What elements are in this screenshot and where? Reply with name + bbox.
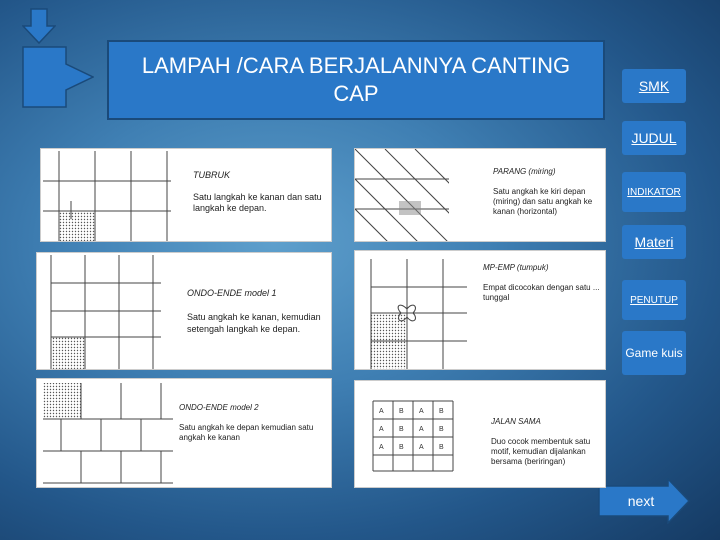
jalan-title: JALAN SAMA: [491, 417, 541, 426]
mp-desc: Empat dicocokan dengan satu ... tunggal: [483, 283, 600, 302]
tubruk-grid: [41, 149, 171, 242]
ondo2-desc: Satu angkah ke depan kemudian satu angkah ke kanan: [179, 423, 314, 442]
tubruk-title: TUBRUK: [193, 170, 231, 180]
nav-button-judul[interactable]: [622, 121, 686, 155]
next-button[interactable]: [598, 478, 690, 524]
grid-letter: A: [379, 408, 384, 415]
pattern-image-tubruk: [40, 148, 332, 242]
grid-letter: B: [439, 408, 444, 415]
right-arrow-icon[interactable]: [22, 46, 94, 108]
page-title: [107, 40, 605, 120]
nav-button-penutup[interactable]: [622, 280, 686, 320]
nav-label-materi: Materi: [634, 234, 674, 250]
grid-letter: A: [379, 444, 384, 451]
pattern-image-ondo-ende-2: [36, 378, 332, 488]
grid-letter: B: [399, 426, 404, 433]
mp-title: MP-EMP (tumpuk): [483, 263, 549, 272]
parang-title: PARANG (miring): [493, 167, 556, 176]
tubruk-desc: Satu langkah ke kanan dan satu langkah ke depan.: [193, 192, 322, 213]
grid-letter: B: [439, 426, 444, 433]
page-title-text: LAMPAH /CARA BERJALANNYA CANTING CAP: [141, 53, 571, 106]
ondo1-desc: Satu angkah ke kanan, kemudian setengah langkah ke depan.: [187, 312, 321, 334]
nav-button-smk[interactable]: [622, 69, 686, 103]
grid-letter: B: [439, 444, 444, 451]
ondo1-title: ONDO-ENDE model 1: [187, 288, 277, 298]
parang-grid: [355, 149, 449, 242]
grid-letter: A: [419, 444, 424, 451]
ondo2-title: ONDO-ENDE model 2: [179, 403, 259, 412]
mp-grid: [355, 251, 467, 370]
nav-button-materi[interactable]: [622, 225, 686, 259]
pattern-image-ondo-ende-1: [36, 252, 332, 370]
pattern-image-jalan-sama: [354, 380, 606, 488]
nav-button-indikator[interactable]: [622, 172, 686, 212]
pattern-image-parang: [354, 148, 606, 242]
grid-letter: B: [399, 408, 404, 415]
ondo1-grid: [37, 253, 161, 370]
next-label: next: [627, 493, 655, 509]
jalan-grid: [355, 381, 475, 488]
jalan-desc: Duo cocok membentuk satu motif, kemudian dijalankan bersama (beriringan): [491, 437, 591, 466]
parang-desc: Satu angkah ke kiri depan (miring) dan satu angkah ke kanan (horizontal): [493, 187, 593, 216]
grid-letter: A: [379, 426, 384, 433]
grid-letter: A: [419, 426, 424, 433]
nav-label-smk: SMK: [638, 78, 670, 94]
grid-letter: B: [399, 444, 404, 451]
nav-label-indikator: INDIKATOR: [627, 186, 681, 198]
nav-label-judul: JUDUL: [631, 130, 677, 146]
nav-label-game: Game kuis: [625, 345, 683, 360]
nav-label-penutup: PENUTUP: [630, 294, 678, 306]
grid-letter: A: [419, 408, 424, 415]
nav-button-game-kuis[interactable]: [622, 331, 686, 375]
pattern-image-mp-emp: [354, 250, 606, 370]
down-arrow-icon[interactable]: [22, 8, 56, 44]
ondo2-grid: [37, 379, 173, 488]
